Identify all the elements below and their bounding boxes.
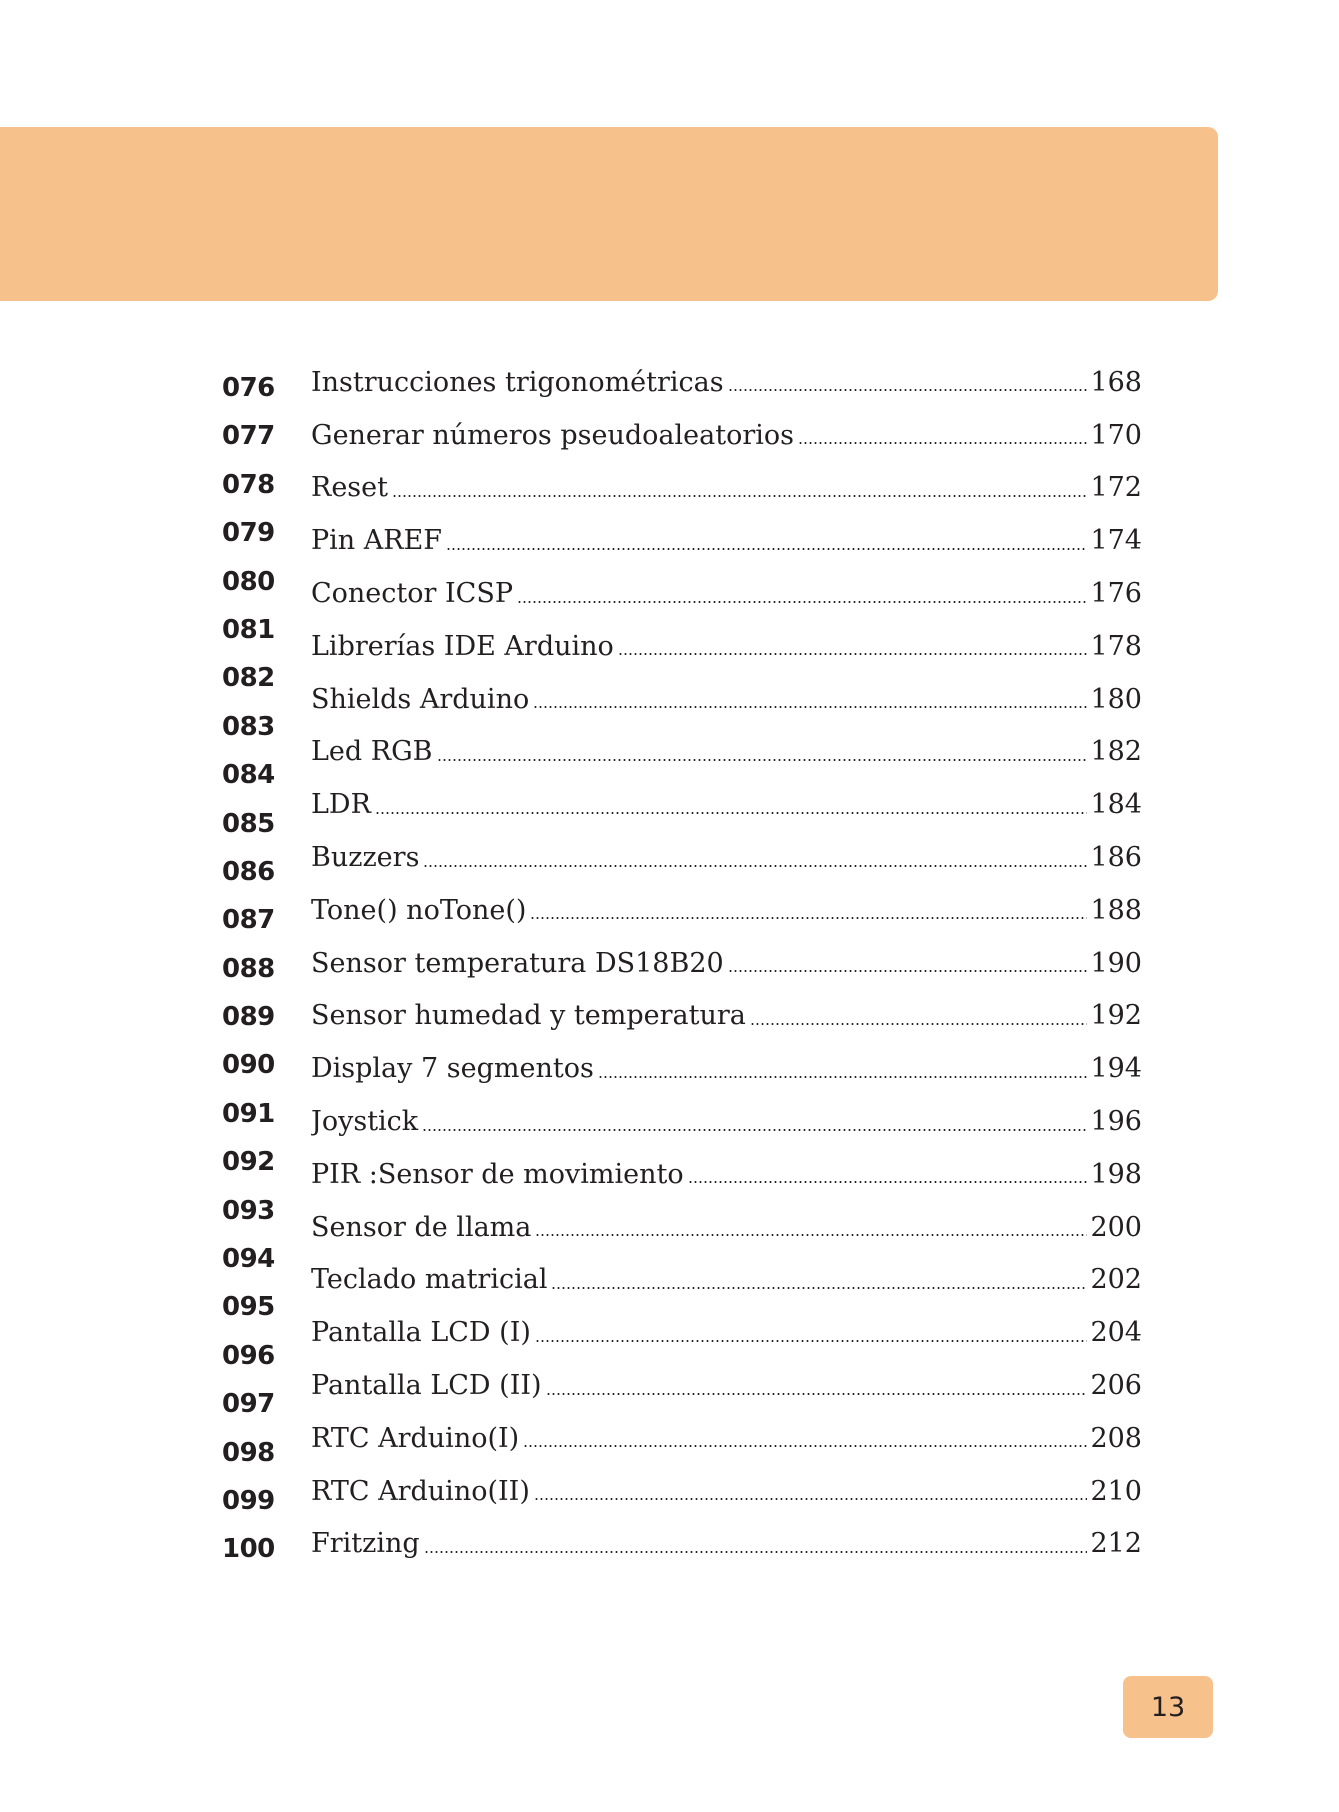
toc-entry-page: 168 [1090, 366, 1142, 398]
toc-entry-page: 174 [1090, 525, 1142, 557]
toc-entry[interactable] [311, 990, 1142, 1043]
toc-entry[interactable] [311, 831, 1142, 884]
toc-entry-page: 176 [1090, 578, 1142, 610]
dot-leader [423, 865, 1087, 867]
toc-entry-page: 212 [1090, 1528, 1142, 1560]
toc-entry-title: Sensor temperatura DS18B20 [311, 947, 724, 979]
toc-number: 091 [222, 1098, 275, 1129]
toc-entry[interactable] [311, 1412, 1142, 1465]
toc-entry[interactable] [311, 1465, 1142, 1518]
dot-leader [728, 389, 1088, 391]
toc-entry-title: Shields Arduino [311, 683, 530, 715]
toc-number: 083 [222, 711, 275, 742]
toc-entry[interactable] [311, 1518, 1142, 1571]
dot-leader [392, 495, 1087, 497]
page-number-badge [1123, 1676, 1213, 1738]
dot-leader [530, 917, 1087, 919]
toc-entry-title: Conector ICSP [311, 578, 513, 610]
toc-entry[interactable] [311, 1201, 1142, 1254]
dot-leader [535, 1234, 1087, 1236]
page-number: 13 [1150, 1691, 1186, 1723]
toc-number: 076 [222, 373, 275, 403]
toc-number: 080 [222, 566, 275, 597]
dot-leader [517, 601, 1087, 603]
toc-entry-page: 204 [1090, 1317, 1142, 1349]
toc-entry[interactable] [311, 567, 1142, 620]
toc-entry[interactable] [311, 409, 1142, 462]
dot-leader [546, 1393, 1088, 1395]
toc-number: 089 [222, 1002, 275, 1033]
toc-number: 079 [222, 518, 275, 549]
dot-leader [688, 1181, 1088, 1183]
toc-entry-title: RTC Arduino(II) [311, 1475, 530, 1507]
toc-entry[interactable] [311, 778, 1142, 831]
toc-entry[interactable] [311, 1095, 1142, 1148]
toc-entry[interactable] [311, 514, 1142, 567]
dot-leader [422, 1129, 1087, 1131]
toc-entry-page: 188 [1090, 894, 1142, 926]
toc-entry-title: Joystick [311, 1106, 419, 1138]
header-band [0, 127, 1218, 301]
toc-entry[interactable] [311, 1042, 1142, 1095]
toc-number: 088 [222, 953, 275, 984]
toc-entry-title: RTC Arduino(I) [311, 1422, 520, 1454]
toc-entry-page: 184 [1090, 789, 1142, 821]
dot-leader [535, 1340, 1088, 1342]
dot-leader [798, 442, 1087, 444]
dot-leader [533, 706, 1087, 708]
toc-number: 093 [222, 1195, 275, 1226]
toc-entry-title: Tone() noTone() [311, 894, 527, 926]
toc-entry-title: Pantalla LCD (II) [311, 1370, 542, 1402]
toc-entry-page: 170 [1090, 419, 1142, 451]
toc-number: 097 [222, 1389, 275, 1420]
toc-entry-page: 172 [1090, 472, 1142, 504]
toc-entry-page: 202 [1090, 1264, 1142, 1296]
toc-entry-title: Instrucciones trigonométricas [311, 366, 724, 398]
toc-entry[interactable] [311, 673, 1142, 726]
toc-entry-title: Buzzers [311, 842, 420, 874]
toc-number: 086 [222, 856, 275, 887]
toc-entries [311, 356, 1142, 1570]
toc-entry-page: 182 [1090, 736, 1142, 768]
dot-leader [446, 548, 1087, 550]
toc-number: 084 [222, 760, 275, 791]
toc-entry-title: Teclado matricial [311, 1264, 548, 1296]
toc-entry[interactable] [311, 356, 1142, 409]
toc-entry-title: Sensor humedad y temperatura [311, 1000, 746, 1032]
toc-entry[interactable] [311, 884, 1142, 937]
dot-leader [437, 759, 1088, 761]
dot-leader [618, 653, 1088, 655]
toc-number: 087 [222, 905, 275, 936]
dot-leader [424, 1551, 1088, 1553]
toc-number: 095 [222, 1292, 275, 1323]
toc-number: 077 [222, 421, 275, 452]
toc-entry-page: 178 [1090, 630, 1142, 662]
toc-number-column [222, 364, 292, 1574]
toc-number: 085 [222, 808, 275, 839]
toc-number: 092 [222, 1147, 275, 1178]
toc-entry-title: Librerías IDE Arduino [311, 630, 614, 662]
toc-entry[interactable] [311, 1254, 1142, 1307]
dot-leader [534, 1498, 1088, 1500]
toc-entry-page: 180 [1090, 683, 1142, 715]
toc-entry-title: PIR :Sensor de movimiento [311, 1158, 684, 1190]
toc-number: 081 [222, 614, 275, 645]
toc-number: 098 [222, 1437, 275, 1468]
toc-number: 094 [222, 1244, 275, 1275]
dot-leader [375, 812, 1088, 814]
toc-number: 090 [222, 1050, 275, 1081]
toc-entry[interactable] [311, 726, 1142, 779]
toc-number: 100 [222, 1534, 275, 1565]
dot-leader [598, 1076, 1088, 1078]
toc-entry-title: Generar números pseudoaleatorios [311, 419, 794, 451]
toc-number: 096 [222, 1340, 275, 1371]
toc-entry-page: 200 [1090, 1211, 1142, 1243]
toc-entry-page: 210 [1090, 1475, 1142, 1507]
toc-entry-page: 206 [1090, 1370, 1142, 1402]
toc-entry-title: Reset [311, 472, 388, 504]
toc-entry-page: 192 [1090, 1000, 1142, 1032]
toc-number: 099 [222, 1485, 275, 1516]
toc-entry[interactable] [311, 1148, 1142, 1201]
toc-entry-page: 190 [1090, 947, 1142, 979]
toc-entry[interactable] [311, 462, 1142, 515]
toc-entry-title: Display 7 segmentos [311, 1053, 594, 1085]
toc-entry-title: Fritzing [311, 1528, 420, 1560]
toc-entry-page: 208 [1090, 1422, 1142, 1454]
toc-entry-page: 198 [1090, 1158, 1142, 1190]
dot-leader [728, 970, 1088, 972]
toc-entry-title: Led RGB [311, 736, 433, 768]
toc-entry[interactable] [311, 1359, 1142, 1412]
toc-entry-page: 186 [1090, 842, 1142, 874]
toc-entry-title: Pin AREF [311, 525, 443, 557]
toc-number: 078 [222, 469, 275, 500]
dot-leader [523, 1445, 1087, 1447]
toc-entry-page: 196 [1090, 1106, 1142, 1138]
toc-entry-page: 194 [1090, 1053, 1142, 1085]
toc-entry[interactable] [311, 937, 1142, 990]
toc-entry-title: Pantalla LCD (I) [311, 1317, 531, 1349]
toc-entry[interactable] [311, 620, 1142, 673]
dot-leader [750, 1023, 1088, 1025]
toc-entry[interactable] [311, 1306, 1142, 1359]
toc-number: 082 [222, 663, 275, 694]
dot-leader [551, 1287, 1087, 1289]
toc-entry-title: Sensor de llama [311, 1211, 532, 1243]
toc-entry-title: LDR [311, 789, 371, 821]
